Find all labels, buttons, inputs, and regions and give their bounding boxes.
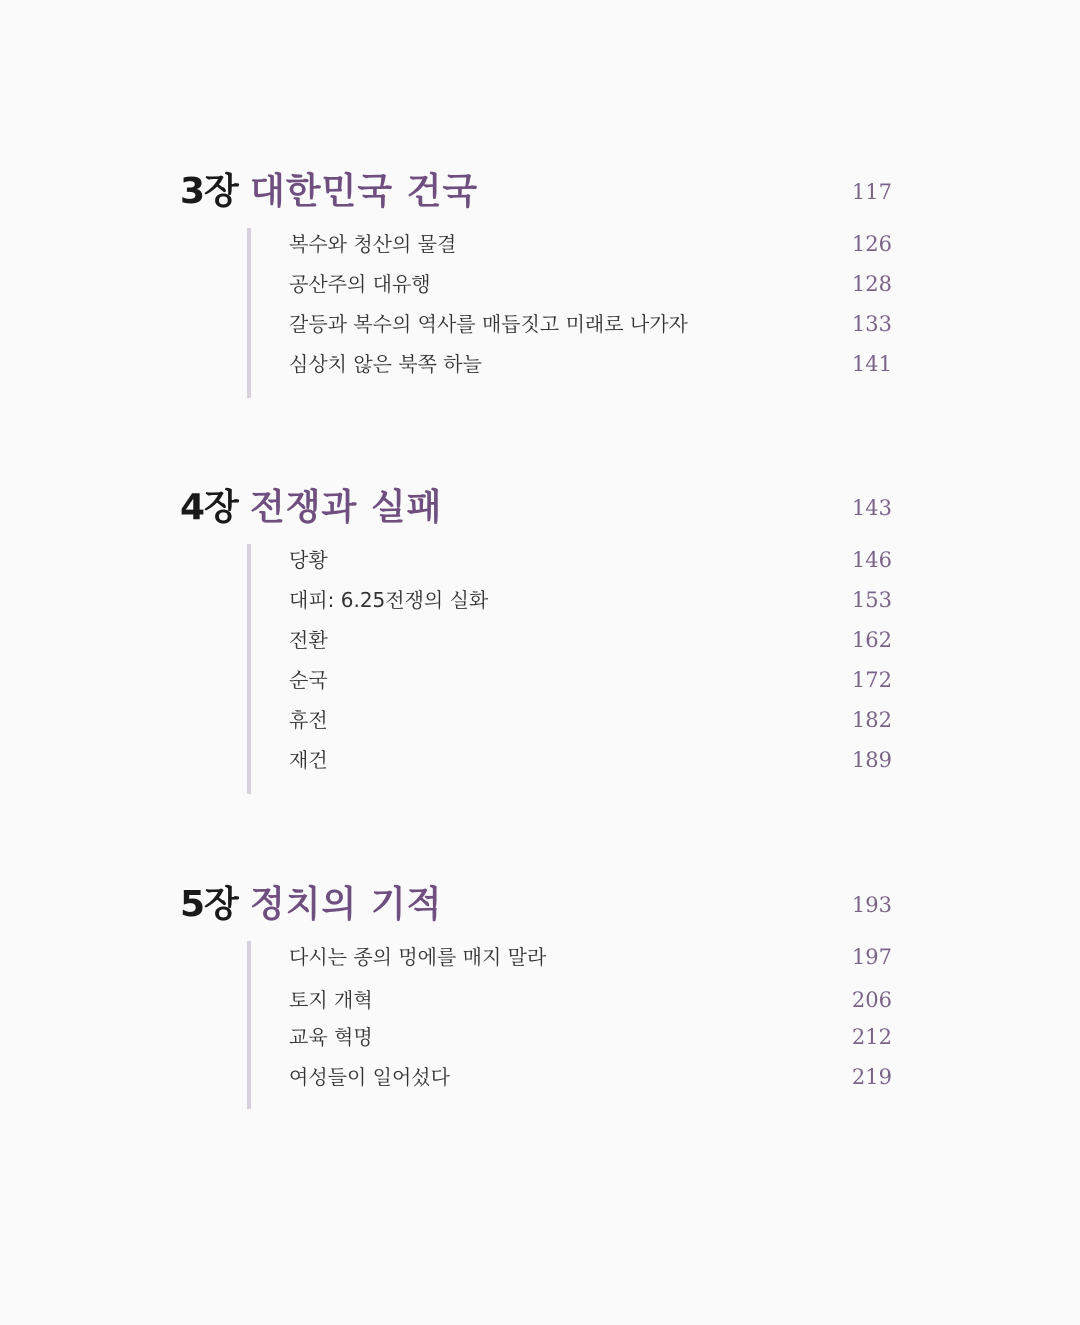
chapter-title: 정치의 기적 bbox=[250, 884, 443, 925]
entry-title: 복수와 청산의 물결 bbox=[289, 232, 457, 256]
toc-entry[interactable] bbox=[251, 270, 892, 310]
chapter-number: 3장 bbox=[180, 171, 238, 212]
toc-entry[interactable] bbox=[251, 586, 892, 626]
entry-title: 순국 bbox=[289, 668, 328, 692]
toc-entry[interactable] bbox=[251, 986, 892, 1023]
chapter-page-number: 193 bbox=[851, 893, 892, 917]
entry-title: 갈등과 복수의 역사를 매듭짓고 미래로 나가자 bbox=[289, 312, 688, 336]
entry-page-number: 133 bbox=[851, 312, 892, 336]
chapter-heading[interactable] bbox=[180, 488, 892, 536]
toc-entry[interactable] bbox=[251, 666, 892, 706]
toc-entry[interactable] bbox=[251, 943, 892, 986]
toc-entry[interactable] bbox=[251, 1063, 892, 1109]
entry-title: 여성들이 일어섰다 bbox=[289, 1065, 450, 1089]
entry-page-number: 146 bbox=[851, 548, 892, 572]
toc-entry[interactable] bbox=[251, 546, 892, 586]
chapter-3 bbox=[180, 172, 892, 398]
entry-page-number: 189 bbox=[851, 748, 892, 772]
chapter-title: 전쟁과 실패 bbox=[250, 487, 443, 528]
entry-page-number: 219 bbox=[851, 1065, 892, 1089]
entry-page-number: 141 bbox=[851, 352, 892, 376]
entry-page-number: 162 bbox=[851, 628, 892, 652]
entry-title: 전환 bbox=[289, 628, 328, 652]
chapter-5 bbox=[180, 885, 892, 1109]
chapter-number: 5장 bbox=[180, 884, 238, 925]
entry-title: 대피: 6.25전쟁의 실화 bbox=[289, 588, 489, 612]
chapter-4 bbox=[180, 488, 892, 794]
toc-entry[interactable] bbox=[251, 350, 892, 398]
chapter-entries bbox=[247, 228, 892, 398]
entry-title: 다시는 종의 멍에를 매지 말라 bbox=[289, 945, 547, 969]
chapter-entries bbox=[247, 941, 892, 1109]
toc-entry[interactable] bbox=[251, 1023, 892, 1063]
entry-title: 휴전 bbox=[289, 708, 328, 732]
chapter-title: 대한민국 건국 bbox=[250, 171, 479, 212]
chapter-page-number: 117 bbox=[851, 180, 892, 204]
chapter-page-number: 143 bbox=[851, 496, 892, 520]
entry-title: 토지 개혁 bbox=[289, 988, 373, 1012]
entry-title: 공산주의 대유행 bbox=[289, 272, 431, 296]
toc-entry[interactable] bbox=[251, 230, 892, 270]
entry-title: 교육 혁명 bbox=[289, 1025, 373, 1049]
chapter-entries bbox=[247, 544, 892, 794]
toc-entry[interactable] bbox=[251, 706, 892, 746]
entry-title: 당황 bbox=[289, 548, 328, 572]
chapter-heading[interactable] bbox=[180, 172, 892, 220]
toc-entry[interactable] bbox=[251, 746, 892, 794]
entry-page-number: 197 bbox=[851, 945, 892, 969]
entry-page-number: 172 bbox=[851, 668, 892, 692]
entry-page-number: 182 bbox=[851, 708, 892, 732]
entry-page-number: 212 bbox=[851, 1025, 892, 1049]
toc-entry[interactable] bbox=[251, 626, 892, 666]
toc-entry[interactable] bbox=[251, 310, 892, 350]
chapter-heading[interactable] bbox=[180, 885, 892, 933]
entry-page-number: 153 bbox=[851, 588, 892, 612]
entry-page-number: 128 bbox=[851, 272, 892, 296]
entry-title: 심상치 않은 북쪽 하늘 bbox=[289, 352, 482, 376]
chapter-number: 4장 bbox=[180, 487, 238, 528]
entry-page-number: 126 bbox=[851, 232, 892, 256]
entry-page-number: 206 bbox=[851, 988, 892, 1012]
entry-title: 재건 bbox=[289, 748, 328, 772]
